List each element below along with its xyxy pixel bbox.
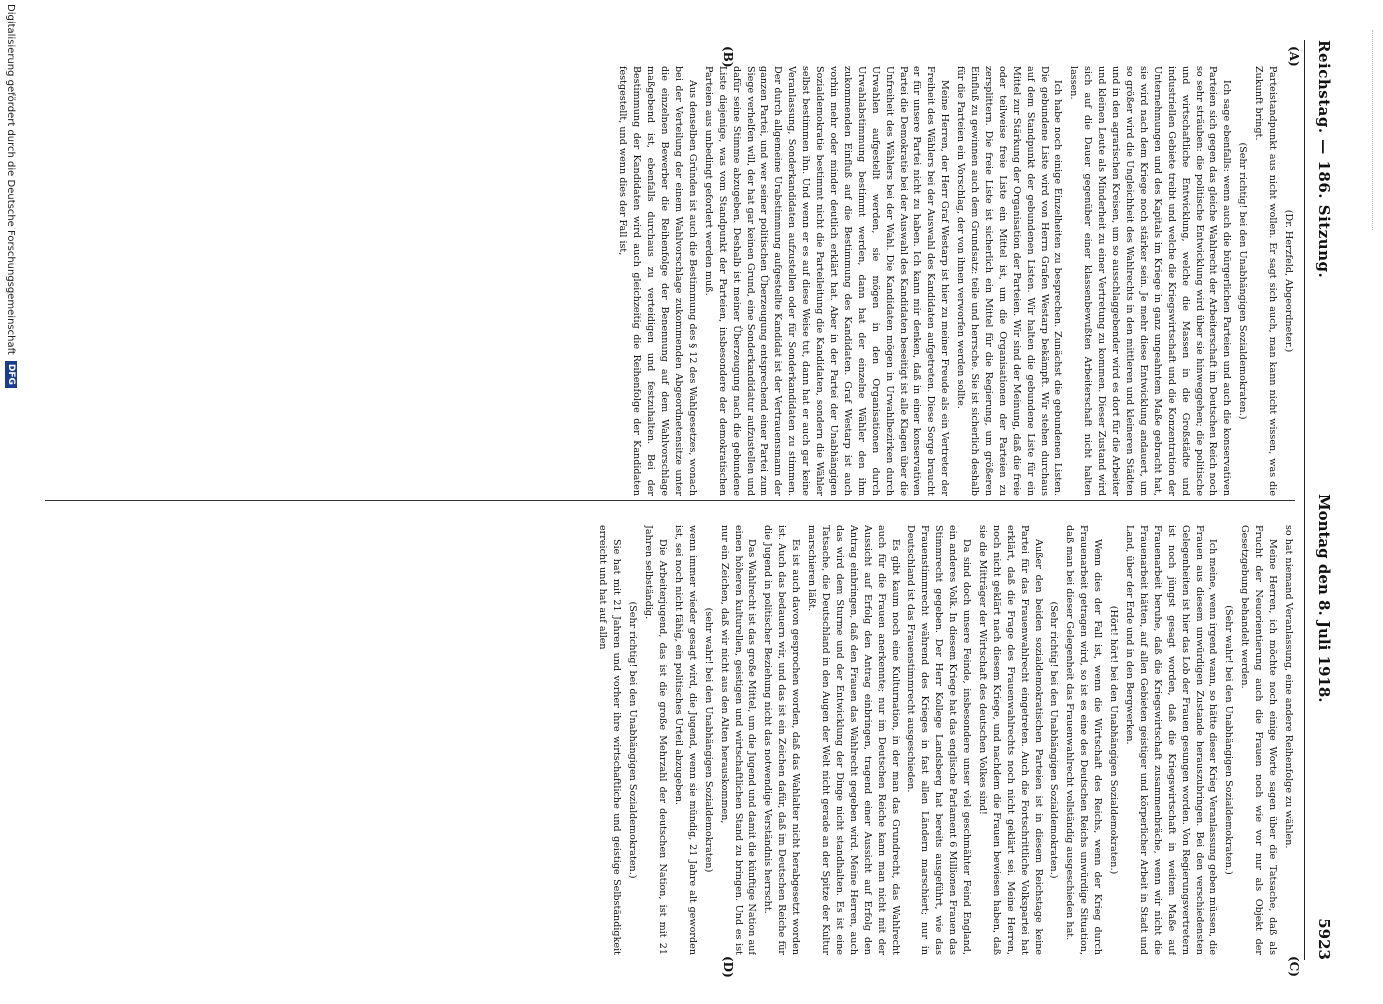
column-divider bbox=[45, 500, 1295, 501]
margin-letter-b: (B) bbox=[721, 46, 735, 68]
paragraph: so hat niemand Veranlassung, eine andere Reihenfolge zu wählen. bbox=[1283, 525, 1294, 849]
interjection: (sehr wahr! bei den Unabhängigen Sozialdemokraten) bbox=[702, 607, 714, 873]
paragraph: Das Wahlrecht ist das große Mittel, um die Jugend und damit die künftige Nation auf einen höheren kulturellen, geistigen und wirtschaftlichen Stand zu bringen. Und es ist nur ein Zeichen, daß wir nicht aus den Alten herauskommen, bbox=[718, 525, 758, 955]
paragraph: Meine Herren, ich möchte noch einige Worte sagen über die Tatsache, daß als Frucht der Neuorientierung auch die Frauen noch wie vor nur als Objekt der Gesetzgebung behandelt werden. bbox=[1239, 525, 1279, 955]
dfg-logo: DFG bbox=[5, 361, 17, 388]
paragraph: Es gibt kaum noch eine Kulturnation, in der man das Grundrecht, das Wahlrecht auch für die Frauen anerkennte; nur im Deutschen Reiche kann man nicht mit der Aussicht auf Erfolg den Antrag einbringen, tragend einer Aussicht auf Erfolg den Antrag einbringen, daß den Frauen das Wahlrecht gegeben wird. Meine Herren, auch das wird dem Sturme und der Entwicklung der Dinge nicht standhalten. Es ist eine Tatsache, die Deutschland in den Augen der Welt nicht gerade an der Spitze der Kultur marschieren läßt. bbox=[806, 525, 901, 955]
paragraph: Aus denselben Gründen ist auch die Bestimmung des § 12 des Wahlgesetzes, wonach bei der Verteilung der einem Wahlvorschlage zukommenden Abgeordnetensitze unter die einzelnen Bewerber die Reihenfolge der Benennung auf dem Wahlvorschlage maßgebend ist, ebenfalls durchaus zu verteidigen und festzuhalten. Bei der Bestimmung der Kandidaten wird auch gleichzeitig die Reihenfolge der Kandidaten festgestellt, und wenn dies der Fall ist, bbox=[617, 66, 698, 496]
scan-artifact bbox=[1366, 30, 1373, 230]
paragraph: Ich habe noch einige Einzelheiten zu besprechen. Zunächst die gebundenen Listen. Die gebundene Liste wird von Herrn Grafen Westarp bekämpft. Wir stehen durchaus auf dem Standpunkt der gebundenen Listen. Wir halten die gebundene Liste für ein Mittel zur Stärkung der Organisation der Parteien. Wir sind der Meinung, daß die freie oder teilweise freie Liste ein Mittel ist, um die Organisationen der Parteien zu zersplittern. Die freie Liste ist sicherlich ein Mittel für die Regierung, um größeren Einfluß zu gewinnen auch dem Grundsatz: teile und herrsche. Sie ist sicherlich deshalb für die Parteien ein Vorschlag, der von ihnen verworfen werden sollte. bbox=[955, 66, 1064, 496]
paragraph: Wenn dies der Fall ist, wenn die Wirtschaft des Reichs, wenn der Krieg durch Frauenarbeit getragen wird, so ist es eine des Deutschen Reichs unwürdige Situation, daß man bei dieser Gelegenheit das Frauenwahlrecht vollständig ausgeschieden hat. bbox=[1064, 525, 1104, 955]
footer-credit: Digitalisierung gefördert durch die Deutsche Forschungsgemeinschaft bbox=[5, 4, 17, 355]
paragraph: Es ist auch davon gesprochen worden, daß das Wahlalter nicht herabgesetzt worden ist. Auch das bedauern wir, und das ist ein Zeichen dafür, daß im Deutschen Reiche für die Jugend in politischer Beziehung nicht das notwendige Verständnis herrscht. bbox=[762, 525, 802, 955]
interjection: (Sehr richtig! bei den Unabhängigen Sozialdemokraten.) bbox=[1237, 142, 1249, 420]
paragraph: Sie hat mit 21 Jahren und vorher ihre wirtschaftliche und geistige Selbständigkeit erreicht und hat auf allen bbox=[597, 525, 623, 955]
paragraph: wenn immer wieder gesagt wird, die Jugend, wenn sie mündig, 21 Jahre alt geworden ist, sei noch nicht fähig, ein politisches Urteil abzugeben. bbox=[672, 525, 698, 955]
interjection: (Sehr richtig! bei den Unabhängigen Sozialdemokraten.) bbox=[1048, 601, 1060, 879]
interjection: (Sehr richtig! bei den Unabhängigen Sozialdemokraten.) bbox=[627, 601, 639, 879]
margin-letter-a: (A) bbox=[1287, 46, 1301, 67]
paragraph: Die Arbeiterjugend, das ist die große Mehrzahl der deutschen Nation, ist mit 21 Jahren selbständig. bbox=[643, 525, 669, 955]
interjection: (Hört! hört! bei den Unabhängigen Sozialdemokraten.) bbox=[1108, 605, 1120, 875]
paragraph: Ich meine, wenn irgend wann, so hätte dieser Krieg Veranlassung geben müssen, die Frauen aus diesem unwürdigen Zustande herauszubringen. Bei den verschiedensten Gelegenheiten ist hier das Lob der Frauen gesungen worden. Von Regierungsvertretern ist noch jüngst gesagt worden, daß die Kriegswirtschaft in weitem Maße auf Frauenarbeit beruhe, daß die Kriegswirtschaft zusammenbräche, wenn wir nicht die Frauenarbeit hätten, auf allen Gebieten geistiger und körperlicher Arbeit in Stadt und Land, über der Erde und in den Bergwerken. bbox=[1124, 525, 1219, 955]
margin-letter-d: (D) bbox=[721, 956, 735, 978]
header-rule bbox=[1304, 40, 1305, 960]
interjection: (Sehr wahr! bei den Unabhängigen Sozialdemokraten.) bbox=[1223, 605, 1235, 875]
right-column bbox=[45, 525, 1295, 955]
paragraph: Meine Herren, der Herr Graf Westarp ist hier zu meiner Freude als ein Vertreter der Freiheit des Wählers bei der Auswahl des Kandidaten aufgetreten. Diese Sorge braucht er für unsere Partei nicht zu haben. Ich kann mir denken, daß in einer konservativen Partei die Demokratie bei der Auswahl des Kandidaten beseitigt ist alle Klagen über die Unfreiheit des Wählers bei der Wahl. Die Kandidaten mögen in Urwahlbezirken durch Urwahlen aufgestellt werden, sie mögen in den Organisationen durch Urwahlabstimmung bestimmt werden, dann hat der einzelne Wähler den ihm zukommenden Einfluß auf die Bestimmung des Kandidaten. Graf Westarp ist auch vorhin mehr oder minder deutlich erklärt hat. Aber in der Partei der Unabhängigen Sozialdemokratie bestimmt nicht die Parteileitung die Kandidaten, sondern die Wähler selbst bestimmen ihn. Und wenn er es auf diese Weise tut, dann hat er auch gar keine Veranlassung, Sonderkandidaten aufzustellen oder für Sonderkandidaten zu stimmen. Der durch allgemeine Urabstimmung aufgestellte Kandidat ist der Vertrauensmann der ganzen Partei, und wer seiner politischen Überzeugung entsprechend einer Partei zum Siege verhelfen will, der hat gar keinen Grund, eine Sonderkandidatur aufzustellen und dafür seine Stimme abzugeben. Deshalb ist meiner Überzeugung nach die gebundene Liste diejenige, was vom Standpunkt der Parteien, insbesondere der demokratischen Parteien aus unbedingt gefordert werden muß. bbox=[702, 66, 951, 496]
paragraph: Da sind doch unsere Feinde, insbesondere unser viel geschmähter Feind England, ein anderes Volk. In diesem Kriege hat das englische Parlament 6 Millionen Frauen das Stimmrecht gegeben. Der Herr Kollege Landsberg hat bereits ausgeführt, wie das Frauenstimmrecht während des Krieges in fast allen Ländern marschiert; nur in Deutschland ist das Frauenstimmrecht ausgeschieden. bbox=[905, 525, 973, 955]
header-date: Montag den 8. Juli 1918. bbox=[1315, 493, 1333, 703]
header-title: Reichstag. — 186. Sitzung. bbox=[1315, 40, 1333, 279]
left-column bbox=[45, 66, 1295, 496]
paragraph: Ich sage ebenfalls: wenn auch die bürgerlichen Parteien und auch die konservativen Parteien sich gegen das gleiche Wahlrecht der Arbeiterschaft im Deutschen Reich noch so sehr sträuben: die politische Entwicklung wird über sie hinweggehen; die politische und wirtschaftliche Entwicklung, welche die Massen in die Großstädte und industriellen Gebiete treibt und welche die Kriegswirtschaft und die Konzentration der Unternehmungen und des Kapitals im Kriege in ganz ungeahntem Maße gebracht hat, sie wird nach dem Kriege noch stärker sein. Je mehr diese Entwicklung andauert, um so größer wird die Ungleichheit des Wahlrechts in den mittleren und kleineren Städten und in den agrarischen Kreisen, um so ausschlaggebender wird es dort für die Arbeiter und kleinen Leute als Minderheit zu einer Vertretung zu kommen. Dieser Zustand wird sich auf die Dauer gegenüber einer klassenbewußten Arbeiterschaft nicht halten lassen. bbox=[1068, 66, 1233, 496]
paragraph: Außer den beiden sozialdemokratischen Parteien ist in diesem Reichstage keine Partei für das Frauenwahlrecht eingetreten. Auch die Fortschrittliche Volkspartei hat erklärt, daß die Frage des Frauenwahlrechts noch nicht geklärt sei. Meine Herren, noch nicht geklärt nach diesem Kriege, und nachdem die Frauen bewiesen haben, daß sie die Mitträger der Wirtschaft des deutschen Volkes sind! bbox=[976, 525, 1044, 955]
speaker-label: (Dr. Herzfeld, Abgeordneter.) bbox=[1283, 209, 1294, 353]
paragraph: Parteistandpunkt aus nicht wollen. Er sagt sich auch, man kann nicht wissen, was die Zukunft bringt. bbox=[1253, 66, 1279, 496]
margin-letter-c: (C) bbox=[1287, 956, 1301, 977]
digitization-footer bbox=[3, 0, 19, 1004]
page-number: 5923 bbox=[1315, 918, 1333, 960]
page-header bbox=[1307, 40, 1341, 960]
